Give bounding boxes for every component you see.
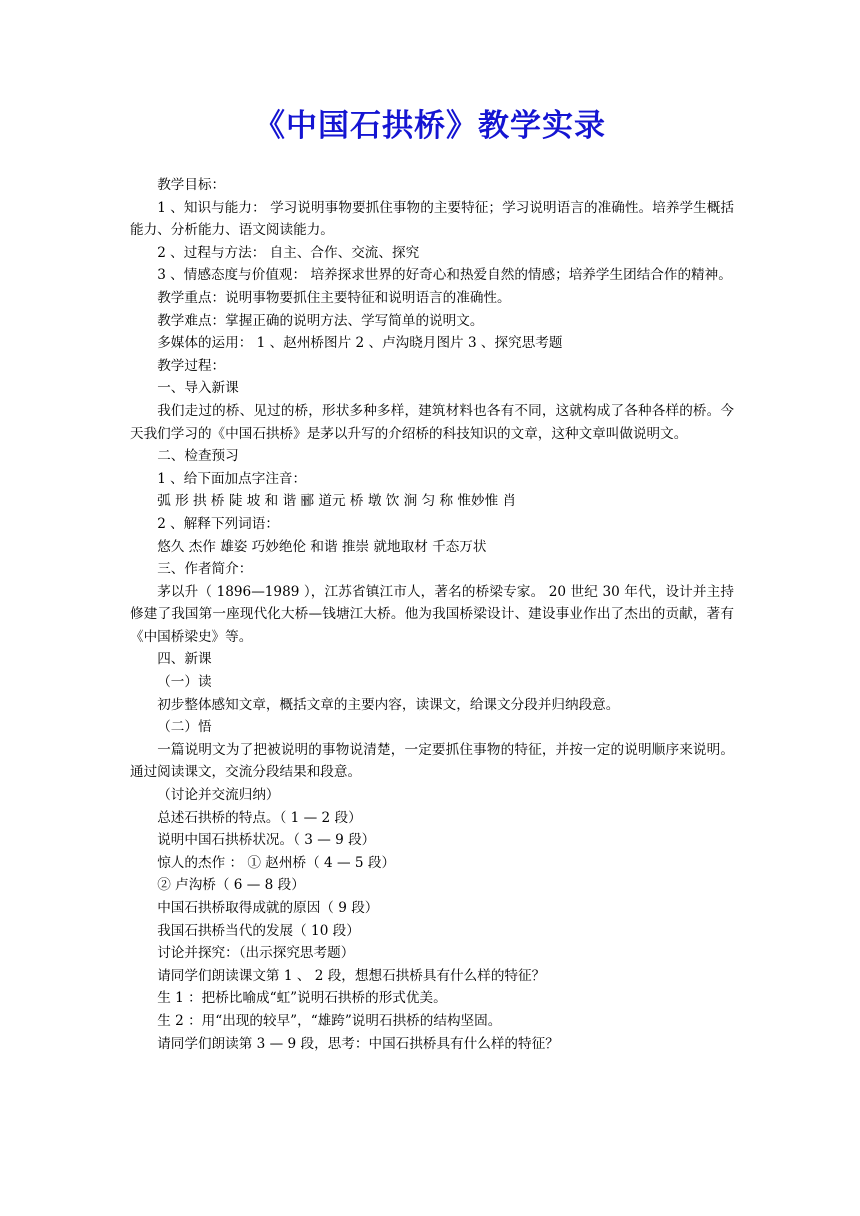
- paragraph-goal-process: 2 、过程与方法： 自主、合作、交流、探究: [157, 244, 420, 261]
- paragraph-intro-text: 我们走过的桥、见过的桥，形状多种多样，建筑材料也各有不同，这就构成了各种各样的桥。今天我们学习的《中国石拱桥》是茅以升写的介绍桥的科技知识的文章，这种文章叫做说明文。: [130, 402, 734, 442]
- section-heading-intro: 一、导入新课: [157, 380, 239, 397]
- section-heading-preview: 二、检查预习: [157, 448, 239, 465]
- paragraph-outline-3: 惊人的杰作 ： ① 赵州桥（ 4 — 5 段）: [157, 854, 396, 871]
- subheading-read: （一）读: [157, 674, 212, 691]
- paragraph-phonetic-words: 弧 形 拱 桥 陡 坡 和 谐 郦 道元 桥 墩 饮 涧 匀 称 惟妙惟 肖: [157, 493, 517, 510]
- document-body: [130, 174, 734, 1055]
- paragraph-phonetic-task: 1 、给下面加点字注音：: [157, 470, 307, 487]
- paragraph-student-2: 生 2 ：用“出现的较早”，“雄跨”说明石拱桥的结构坚固。: [157, 1012, 502, 1029]
- paragraph-outline-5: 中国石拱桥取得成就的原因（ 9 段）: [157, 900, 379, 916]
- paragraph-goal-knowledge: 1 、知识与能力： 学习说明事物要抓住事物的主要特征；学习说明语言的准确性。培养学生概括能力、分析能力、语文阅读能力。: [130, 199, 734, 239]
- paragraph-vocab-task: 2 、解释下列词语：: [157, 515, 279, 532]
- paragraph-outline-1: 总述石拱桥的特点。（ 1 — 2 段）: [157, 809, 362, 826]
- paragraph-question-2: 请同学们朗读第 3 — 9 段，思考：中国石拱桥具有什么样的特征？: [157, 1035, 559, 1052]
- subheading-understand: （二）悟: [157, 719, 212, 736]
- paragraph-outline-6: 我国石拱桥当代的发展（ 10 段）: [157, 922, 360, 939]
- document-title: 《中国石拱桥》教学实录: [254, 108, 606, 144]
- paragraph-teaching-process: 教学过程：: [157, 357, 226, 374]
- paragraph-explore: 讨论并探究：（出示探究思考题）: [157, 945, 355, 962]
- paragraph-read-text: 初步整体感知文章，概括文章的主要内容，读课文，给课文分段并归纳段意。: [157, 696, 620, 713]
- paragraph-student-1: 生 1 ：把桥比喻成“虹”说明石拱桥的形式优美。: [157, 990, 447, 1007]
- paragraph-teaching-goals: 教学目标：: [157, 177, 226, 193]
- paragraph-multimedia: 多媒体的运用： 1 、赵州桥图片 2 、卢沟晓月图片 3 、探究思考题: [157, 335, 563, 352]
- paragraph-understand-text: 一篇说明文为了把被说明的事物说清楚，一定要抓住事物的特征，并按一定的说明顺序来说明。通过阅读课文，交流分段结果和段意。: [130, 741, 734, 781]
- section-heading-author: 三、作者简介：: [157, 561, 253, 578]
- paragraph-key-points: 教学重点：说明事物要抓住主要特征和说明语言的准确性。: [157, 289, 511, 306]
- paragraph-goal-emotion: 3 、情感态度与价值观： 培养探求世界的好奇心和热爱自然的情感；培养学生团结合作的精神。: [157, 267, 732, 284]
- paragraph-outline-4: ② 卢沟桥（ 6 — 8 段）: [157, 877, 305, 894]
- paragraph-outline-2: 说明中国石拱桥状况。（ 3 — 9 段）: [157, 832, 376, 849]
- paragraph-author-bio: 茅以升（ 1896—1989 ），江苏省镇江市人，著名的桥梁专家。 20 世纪 30 年代，设计并主持修建了我国第一座现代化大桥—钱塘江大桥。他为我国桥梁设计、建设事业作出了杰出的贡献，著有《中国桥梁史》等。: [130, 583, 734, 645]
- paragraph-question-1: 请同学们朗读课文第 1 、 2 段，想想石拱桥具有什么样的特征？: [157, 967, 546, 984]
- paragraph-difficulties: 教学难点：掌握正确的说明方法、学写简单的说明文。: [157, 312, 484, 329]
- paragraph-vocab-words: 悠久 杰作 雄姿 巧妙绝伦 和谐 推崇 就地取材 千态万状: [157, 538, 487, 555]
- paragraph-discussion-note: （讨论并交流归纳）: [157, 787, 280, 804]
- section-heading-new-lesson: 四、新课: [157, 651, 212, 668]
